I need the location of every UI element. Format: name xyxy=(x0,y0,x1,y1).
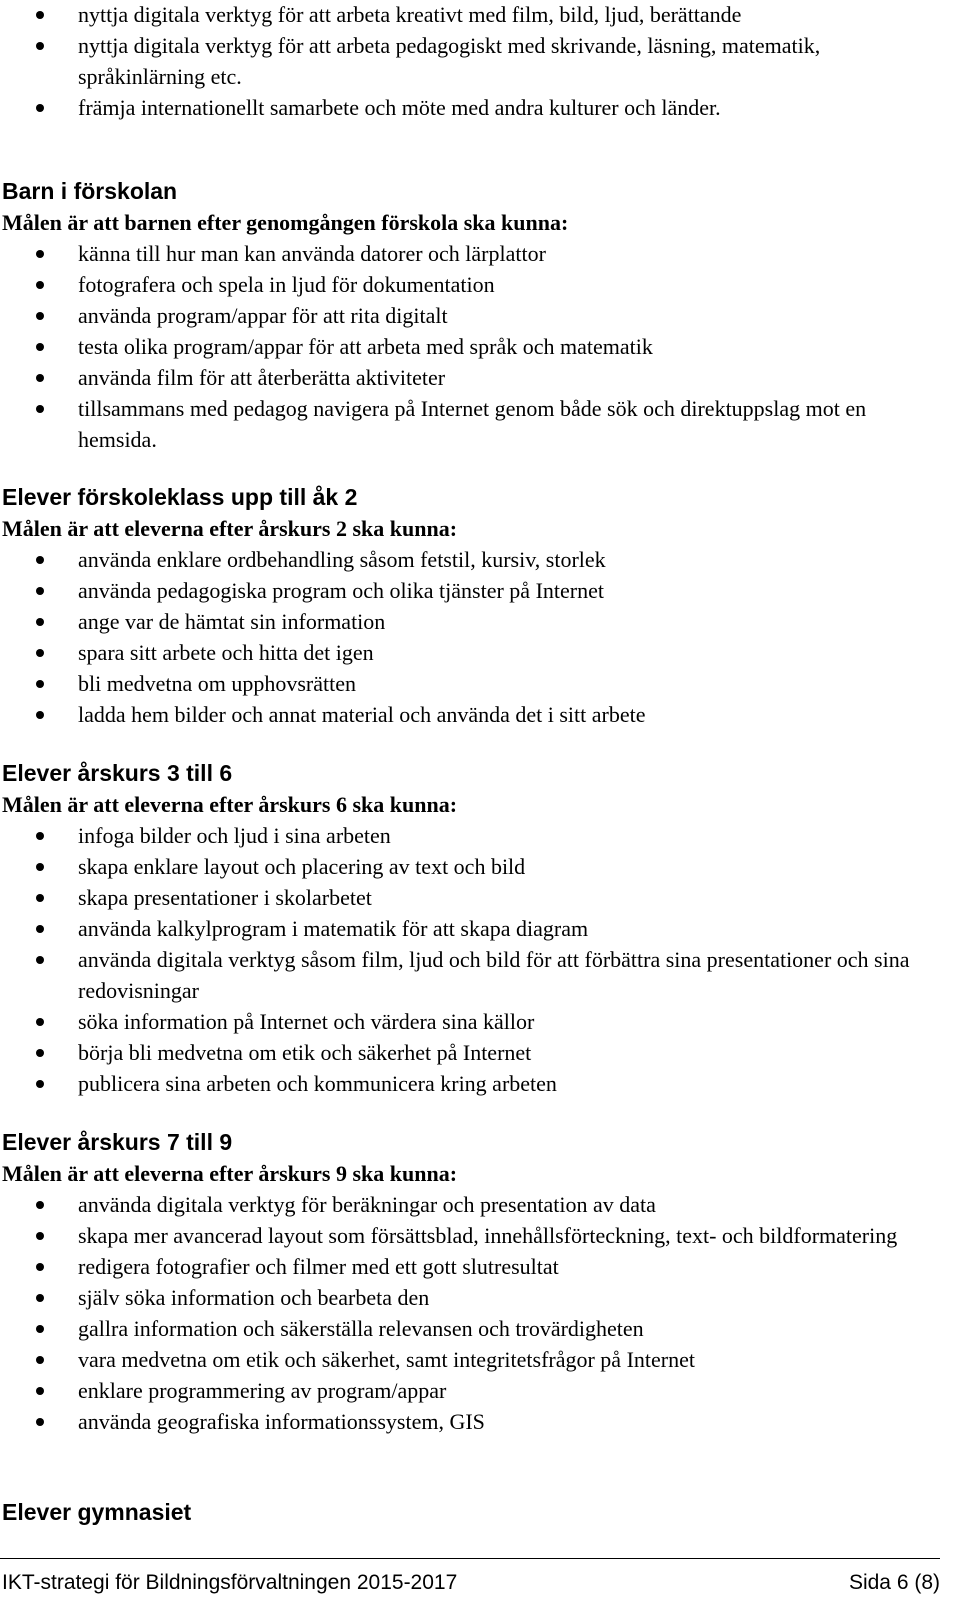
list-item xyxy=(0,668,940,699)
list-item-text: skapa presentationer i skolarbetet xyxy=(78,885,372,910)
bullet-icon xyxy=(36,1356,44,1364)
list-item xyxy=(0,1375,940,1406)
list-item xyxy=(0,544,940,575)
list-item xyxy=(0,944,940,1006)
list-item xyxy=(0,1344,940,1375)
list-item-text: fotografera och spela in ljud för dokumentation xyxy=(78,272,495,297)
list-item xyxy=(0,1006,940,1037)
list-item-text: använda enklare ordbehandling såsom fetstil, kursiv, storlek xyxy=(78,547,606,572)
bullet-icon xyxy=(36,374,44,382)
list-item-text: börja bli medvetna om etik och säkerhet på Internet xyxy=(78,1040,532,1065)
list-item xyxy=(0,1282,940,1313)
bullet-icon xyxy=(36,11,44,19)
list-item-text: gallra information och säkerställa relevansen och trovärdigheten xyxy=(78,1316,644,1341)
bullet-icon xyxy=(36,1201,44,1209)
list-item xyxy=(0,0,940,30)
list-item-text: nyttja digitala verktyg för att arbeta kreativt med film, bild, ljud, berättande xyxy=(78,2,742,27)
list-item-text: spara sitt arbete och hitta det igen xyxy=(78,640,374,665)
bullet-icon xyxy=(36,1080,44,1088)
list-item-text: känna till hur man kan använda datorer och lärplattor xyxy=(78,241,546,266)
list-item xyxy=(0,269,940,300)
bullet-icon xyxy=(36,832,44,840)
bullet-icon xyxy=(36,405,44,413)
list-item xyxy=(0,1313,940,1344)
list-item-text: använda digitala verktyg såsom film, ljud och bild för att förbättra sina presentationer och sina redovisningar xyxy=(78,947,910,1003)
section-ak3-6 xyxy=(0,758,940,1099)
list-item xyxy=(0,1189,940,1220)
bullet-icon xyxy=(36,1294,44,1302)
list-item-text: använda program/appar för att rita digitalt xyxy=(78,303,448,328)
list-item xyxy=(0,92,940,123)
list-item xyxy=(0,30,940,92)
bullet-icon xyxy=(36,956,44,964)
list-item-text: ladda hem bilder och annat material och använda det i sitt arbete xyxy=(78,702,646,727)
list-item-text: infoga bilder och ljud i sina arbeten xyxy=(78,823,391,848)
list-item-text: använda pedagogiska program och olika tjänster på Internet xyxy=(78,578,604,603)
page-number: Sida 6 (8) xyxy=(848,1571,940,1594)
bullet-icon xyxy=(36,250,44,258)
list-item-text: använda film för att återberätta aktiviteter xyxy=(78,365,446,390)
bullet-icon xyxy=(36,1018,44,1026)
list-item-text: redigera fotografier och filmer med ett gott slutresultat xyxy=(78,1254,559,1279)
list-item-text: publicera sina arbeten och kommunicera kring arbeten xyxy=(78,1071,557,1096)
section-goal: Målen är att eleverna efter årskurs 6 ska kunna: xyxy=(2,792,458,817)
list-item-text: tillsammans med pedagog navigera på Internet genom både sök och direktuppslag mot en hemsida. xyxy=(78,396,867,452)
bullet-icon xyxy=(36,1387,44,1395)
list-item-text: enklare programmering av program/appar xyxy=(78,1378,447,1403)
bullet-icon xyxy=(36,618,44,626)
list-item-text: testa olika program/appar för att arbeta med språk och matematik xyxy=(78,334,653,359)
list-item-text: vara medvetna om etik och säkerhet, samt integritetsfrågor på Internet xyxy=(78,1347,695,1372)
goal-list xyxy=(0,820,940,1099)
bullet-icon xyxy=(36,680,44,688)
list-item xyxy=(0,1068,940,1099)
intro-section xyxy=(0,0,940,123)
bullet-icon xyxy=(36,42,44,50)
list-item xyxy=(0,1406,940,1437)
list-item xyxy=(0,1220,940,1251)
list-item xyxy=(0,820,940,851)
list-item-text: nyttja digitala verktyg för att arbeta pedagogiskt med skrivande, läsning, matematik, språkinlärning etc. xyxy=(78,33,821,89)
list-item-text: ange var de hämtat sin information xyxy=(78,609,386,634)
section-forskola xyxy=(0,176,940,455)
section-goal: Målen är att eleverna efter årskurs 9 ska kunna: xyxy=(2,1161,458,1186)
bullet-icon xyxy=(36,925,44,933)
list-item xyxy=(0,851,940,882)
list-item xyxy=(0,575,940,606)
list-item-text: bli medvetna om upphovsrätten xyxy=(78,671,356,696)
bullet-icon xyxy=(36,1263,44,1271)
intro-list xyxy=(0,0,940,123)
goal-list xyxy=(0,1189,940,1437)
list-item xyxy=(0,238,940,269)
list-item xyxy=(0,362,940,393)
list-item xyxy=(0,913,940,944)
list-item xyxy=(0,699,940,730)
list-item-text: använda geografiska informationssystem, GIS xyxy=(78,1409,485,1434)
section-goal: Målen är att barnen efter genomgången förskola ska kunna: xyxy=(2,210,569,235)
list-item xyxy=(0,606,940,637)
list-item xyxy=(0,637,940,668)
bullet-icon xyxy=(36,281,44,289)
list-item xyxy=(0,1037,940,1068)
list-item xyxy=(0,300,940,331)
section-heading: Barn i förskolan xyxy=(2,178,178,204)
section-heading: Elever årskurs 7 till 9 xyxy=(2,1129,233,1155)
list-item xyxy=(0,331,940,362)
list-item-text: främja internationellt samarbete och möte med andra kulturer och länder. xyxy=(78,95,721,120)
list-item xyxy=(0,1251,940,1282)
bullet-icon xyxy=(36,894,44,902)
section-goal: Målen är att eleverna efter årskurs 2 ska kunna: xyxy=(2,516,458,541)
list-item-text: skapa enklare layout och placering av text och bild xyxy=(78,854,526,879)
bullet-icon xyxy=(36,587,44,595)
section-fk-ak2 xyxy=(0,482,940,730)
page-footer xyxy=(0,1558,940,1607)
section-heading: Elever gymnasiet xyxy=(2,1499,192,1525)
bullet-icon xyxy=(36,1049,44,1057)
section-ak7-9 xyxy=(0,1127,940,1437)
bullet-icon xyxy=(36,312,44,320)
bullet-icon xyxy=(36,1418,44,1426)
list-item-text: använda digitala verktyg för beräkningar och presentation av data xyxy=(78,1192,656,1217)
bullet-icon xyxy=(36,343,44,351)
list-item-text: själv söka information och bearbeta den xyxy=(78,1285,430,1310)
footer-title: IKT-strategi för Bildningsförvaltningen 2015-2017 xyxy=(2,1571,458,1594)
bullet-icon xyxy=(36,711,44,719)
section-heading: Elever årskurs 3 till 6 xyxy=(2,760,233,786)
bullet-icon xyxy=(36,556,44,564)
bullet-icon xyxy=(36,863,44,871)
list-item-text: skapa mer avancerad layout som försättsblad, innehållsförteckning, text- och bildformatering xyxy=(78,1223,898,1248)
list-item xyxy=(0,882,940,913)
bullet-icon xyxy=(36,649,44,657)
section-gymnasiet xyxy=(0,1497,940,1528)
section-heading: Elever förskoleklass upp till åk 2 xyxy=(2,484,358,510)
bullet-icon xyxy=(36,104,44,112)
bullet-icon xyxy=(36,1325,44,1333)
bullet-icon xyxy=(36,1232,44,1240)
list-item-text: söka information på Internet och värdera sina källor xyxy=(78,1009,535,1034)
list-item-text: använda kalkylprogram i matematik för att skapa diagram xyxy=(78,916,589,941)
goal-list xyxy=(0,238,940,455)
list-item xyxy=(0,393,940,455)
goal-list xyxy=(0,544,940,730)
